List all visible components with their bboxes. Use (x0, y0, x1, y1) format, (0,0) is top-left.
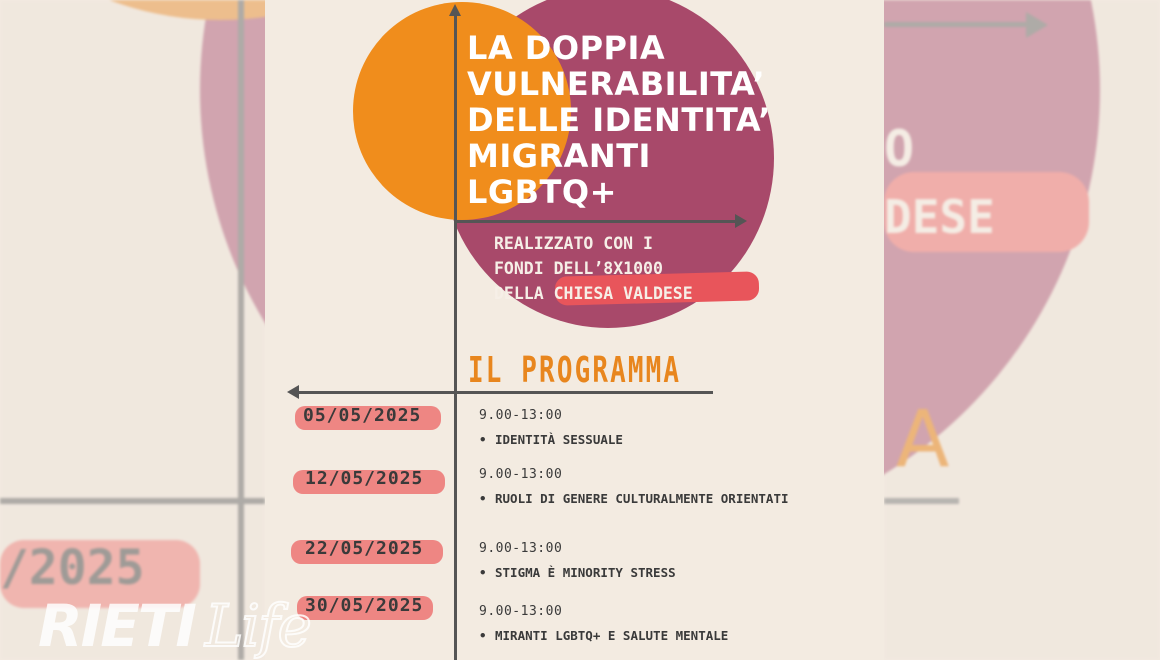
session-details (479, 408, 815, 450)
date-label: 30/05/2025 (305, 595, 424, 616)
bg-arrow (884, 22, 1034, 27)
bullet-icon: • (479, 491, 487, 506)
bg-vertical-axis (238, 0, 244, 660)
bg-arrow-head (1026, 12, 1048, 38)
bullet-icon: • (479, 565, 487, 580)
bg-text-date: /2025 (0, 540, 145, 596)
session-details (479, 467, 815, 509)
title-axis-arrow (735, 214, 747, 228)
date-label: 22/05/2025 (305, 538, 424, 559)
bg-text-o: O (884, 120, 915, 178)
bullet-icon: • (479, 432, 487, 447)
title-axis-line (457, 220, 737, 223)
funding-note (494, 231, 693, 306)
session-time: 9.00-13:00 (479, 467, 563, 482)
event-poster (265, 0, 884, 660)
session-topic-text: STIGMA È MINORITY STRESS (495, 565, 676, 580)
session-details (479, 604, 815, 646)
title-line: LA DOPPIA (467, 29, 666, 67)
funding-line: DELLA CHIESA VALDESE (494, 284, 693, 303)
poster-title (467, 30, 771, 210)
date-label: 05/05/2025 (303, 405, 422, 426)
session-time: 9.00-13:00 (479, 541, 563, 556)
title-line: LGBTQ+ (467, 173, 617, 211)
bg-text-a: A (896, 395, 950, 485)
session-date (305, 595, 423, 616)
session-details (479, 541, 815, 583)
vertical-axis-line (454, 12, 457, 660)
vertical-axis-arrow (449, 4, 461, 16)
section-heading: IL PROGRAMMA (468, 350, 682, 391)
title-line: MIGRANTI (467, 137, 651, 175)
session-topic (479, 563, 815, 583)
session-date (305, 538, 423, 559)
session-time: 9.00-13:00 (479, 604, 563, 619)
bullet-icon: • (479, 628, 487, 643)
session-date (305, 468, 423, 489)
session-topic (479, 489, 815, 509)
logo-life: Life (205, 592, 310, 660)
bg-horizontal-axis-right (884, 498, 959, 504)
funding-line: REALIZZATO CON I (494, 234, 653, 253)
rieti-life-logo (38, 592, 310, 660)
program-axis-line (295, 391, 713, 394)
session-topic (479, 430, 815, 450)
bg-text-dese: DESE (884, 190, 995, 244)
program-axis-arrow (287, 385, 299, 399)
session-topic-text: MIRANTI LGBTQ+ E SALUTE MENTALE (495, 628, 729, 643)
session-topic-text: IDENTITÀ SESSUALE (495, 432, 623, 447)
session-time: 9.00-13:00 (479, 408, 563, 423)
session-topic-text: RUOLI DI GENERE CULTURALMENTE ORIENTATI (495, 491, 789, 506)
session-date (303, 405, 421, 426)
logo-rieti: RIETI (38, 592, 196, 660)
session-topic (479, 626, 815, 646)
title-line: VULNERABILITA’ (467, 65, 766, 103)
funding-line: FONDI DELL’8X1000 (494, 259, 663, 278)
date-label: 12/05/2025 (305, 468, 424, 489)
bg-horizontal-axis (0, 498, 265, 504)
title-line: DELLE IDENTITA’ (467, 101, 771, 139)
